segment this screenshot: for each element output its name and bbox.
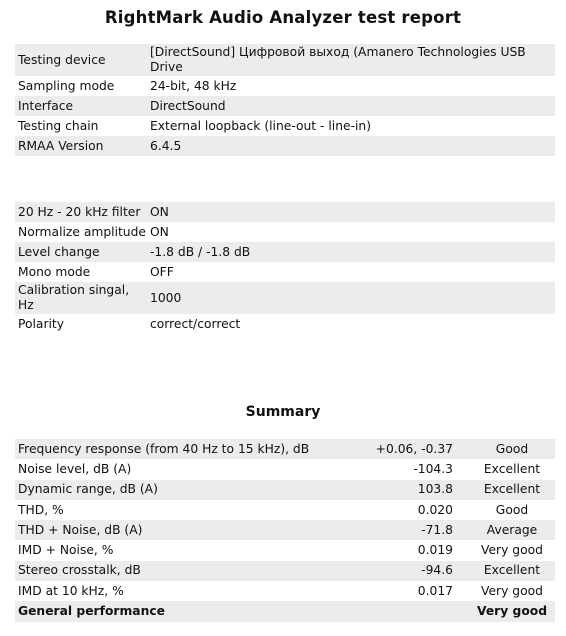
summary-rating: Excellent [453,459,555,479]
table-row [15,480,555,500]
row-label: Testing chain [15,116,147,136]
row-value: 6.4.5 [147,136,555,156]
report-title: RightMark Audio Analyzer test report [104,8,462,27]
summary-rating: Excellent [453,561,555,581]
row-value: ON [147,202,555,222]
row-label: Sampling mode [15,76,147,96]
row-label: Testing device [15,44,147,76]
table-row [15,500,555,520]
summary-value: -94.6 [347,561,453,581]
summary-param: Noise level, dB (A) [15,459,347,479]
summary-table [15,439,555,622]
row-value: ON [147,222,555,242]
row-label: Interface [15,96,147,116]
summary-param: IMD + Noise, % [15,540,347,560]
row-label: RMAA Version [15,136,147,156]
row-value: -1.8 dB / -1.8 dB [147,242,555,262]
summary-rating: Good [453,439,555,459]
table-row [15,262,555,282]
table-row [15,439,555,459]
row-value: External loopback (line-out - line-in) [147,116,555,136]
summary-rating: Good [453,500,555,520]
table-row [15,314,555,334]
row-value: 1000 [147,282,555,314]
summary-param: THD + Noise, dB (A) [15,520,347,540]
summary-param: Dynamic range, dB (A) [15,480,347,500]
table-row [15,96,555,116]
row-label: Calibration singal, Hz [15,282,147,314]
row-label: 20 Hz - 20 kHz filter [15,202,147,222]
device-info-table [15,44,555,156]
table-row [15,242,555,262]
summary-param: Frequency response (from 40 Hz to 15 kHz), dB [15,439,347,459]
summary-rating: Very good [453,581,555,601]
table-row [15,222,555,242]
summary-value: 0.017 [347,581,453,601]
table-row [15,76,555,96]
general-performance-row [15,601,555,621]
table-row [15,282,555,314]
summary-param: Stereo crosstalk, dB [15,561,347,581]
table-row [15,459,555,479]
general-performance-rating: Very good [453,601,555,621]
table-row [15,561,555,581]
summary-value: 0.019 [347,540,453,560]
table-row [15,136,555,156]
table-row [15,581,555,601]
general-performance-label: General performance [15,601,347,621]
summary-value: -71.8 [347,520,453,540]
row-label: Level change [15,242,147,262]
summary-rating: Excellent [453,480,555,500]
summary-rating: Average [453,520,555,540]
table-row [15,540,555,560]
summary-value: 0.020 [347,500,453,520]
row-label: Normalize amplitude [15,222,147,242]
summary-param: THD, % [15,500,347,520]
summary-value: -104.3 [347,459,453,479]
row-value: [DirectSound] Цифровой выход (Amanero Technologies USB Drive [147,44,555,76]
summary-param: IMD at 10 kHz, % [15,581,347,601]
summary-heading: Summary [245,404,321,420]
summary-value: 103.8 [347,480,453,500]
row-label: Mono mode [15,262,147,282]
row-value: DirectSound [147,96,555,116]
table-row [15,202,555,222]
row-value: OFF [147,262,555,282]
table-row [15,116,555,136]
summary-rating: Very good [453,540,555,560]
row-value: 24-bit, 48 kHz [147,76,555,96]
row-value: correct/correct [147,314,555,334]
table-row [15,520,555,540]
settings-table [15,202,555,334]
row-label: Polarity [15,314,147,334]
general-performance-value [347,601,453,621]
table-row [15,44,555,76]
summary-value: +0.06, -0.37 [347,439,453,459]
